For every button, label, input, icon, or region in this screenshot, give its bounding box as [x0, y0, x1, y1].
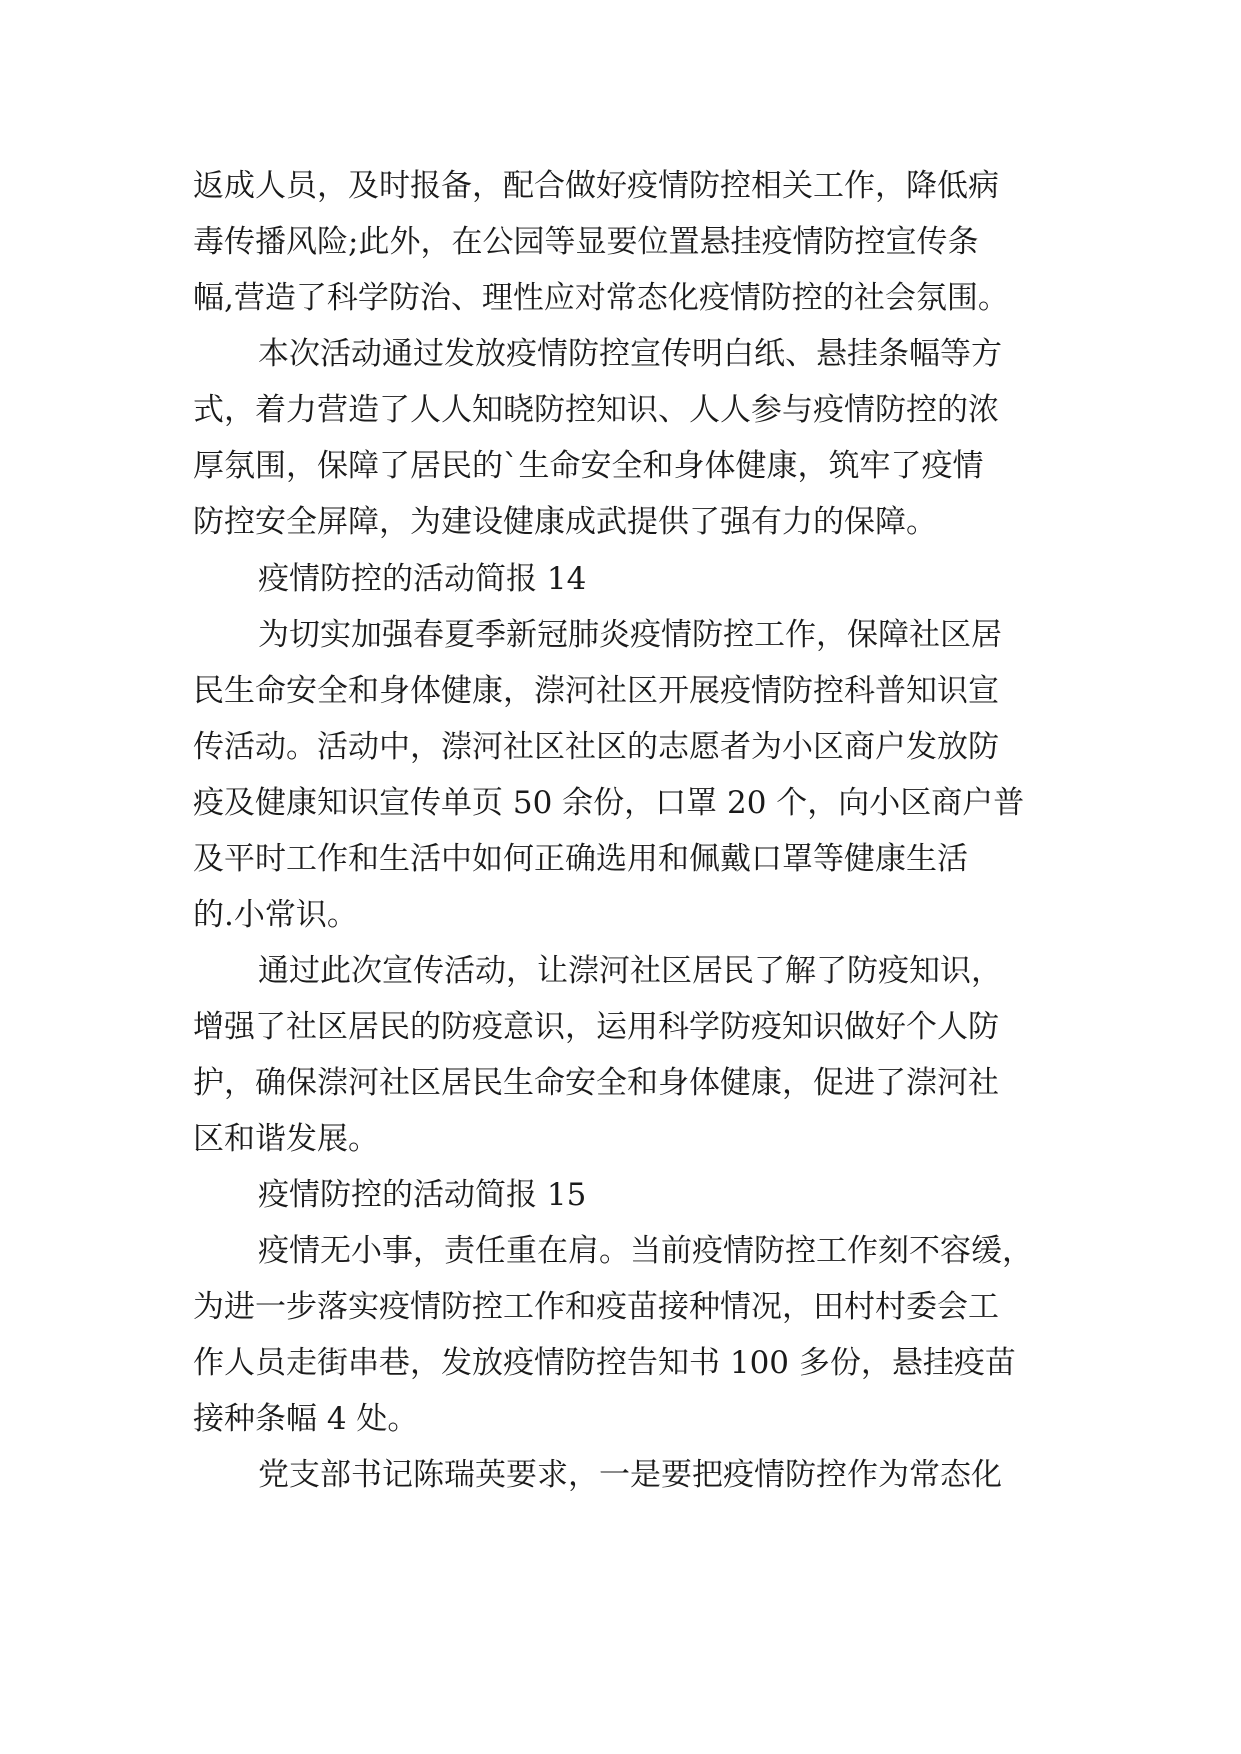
- body-text-line: 疫及健康知识宣传单页 50 余份，口罩 20 个，向小区商户普: [193, 785, 1025, 821]
- body-text-line: 为进一步落实疫情防控工作和疫苗接种情况，田村村委会工: [193, 1289, 999, 1325]
- body-text-line: 区和谐发展。: [193, 1121, 379, 1157]
- body-text-line: 的.小常识。: [193, 897, 358, 933]
- body-text-line: 幅,营造了科学防治、理性应对常态化疫情防控的社会氛围。: [193, 280, 1009, 316]
- body-text-line: 返成人员，及时报备，配合做好疫情防控相关工作，降低病: [193, 168, 999, 204]
- body-text-line: 及平时工作和生活中如何正确选用和佩戴口罩等健康生活: [193, 841, 968, 877]
- paragraph-start-line: 通过此次宣传活动，让漴河社区居民了解了防疫知识，: [258, 953, 1002, 989]
- body-text-line: 毒传播风险;此外，在公园等显要位置悬挂疫情防控宣传条: [193, 224, 979, 260]
- body-text-line: 护，确保漴河社区居民生命安全和身体健康，促进了漴河社: [193, 1065, 999, 1101]
- body-text-line: 民生命安全和身体健康，漴河社区开展疫情防控科普知识宣: [193, 673, 999, 709]
- body-text-line: 接种条幅 4 处。: [193, 1401, 419, 1437]
- paragraph-start-line: 疫情无小事，责任重在肩。当前疫情防控工作刻不容缓，: [258, 1233, 1033, 1269]
- section-heading: 疫情防控的活动简报 14: [258, 561, 587, 597]
- section-heading: 疫情防控的活动简报 15: [258, 1177, 587, 1213]
- body-text-line: 防控安全屏障，为建设健康成武提供了强有力的保障。: [193, 504, 937, 540]
- paragraph-start-line: 为切实加强春夏季新冠肺炎疫情防控工作，保障社区居: [258, 617, 1002, 653]
- paragraph-start-line: 党支部书记陈瑞英要求，一是要把疫情防控作为常态化: [258, 1457, 1002, 1493]
- body-text-line: 式，着力营造了人人知晓防控知识、人人参与疫情防控的浓: [193, 392, 999, 428]
- body-text-line: 作人员走街串巷，发放疫情防控告知书 100 多份，悬挂疫苗: [193, 1345, 1016, 1381]
- paragraph-start-line: 本次活动通过发放疫情防控宣传明白纸、悬挂条幅等方: [258, 336, 1002, 372]
- body-text-line: 厚氛围，保障了居民的`生命安全和身体健康，筑牢了疫情: [193, 448, 984, 484]
- body-text-line: 传活动。活动中，漴河社区社区的志愿者为小区商户发放防: [193, 729, 999, 765]
- body-text-line: 增强了社区居民的防疫意识，运用科学防疫知识做好个人防: [193, 1009, 999, 1045]
